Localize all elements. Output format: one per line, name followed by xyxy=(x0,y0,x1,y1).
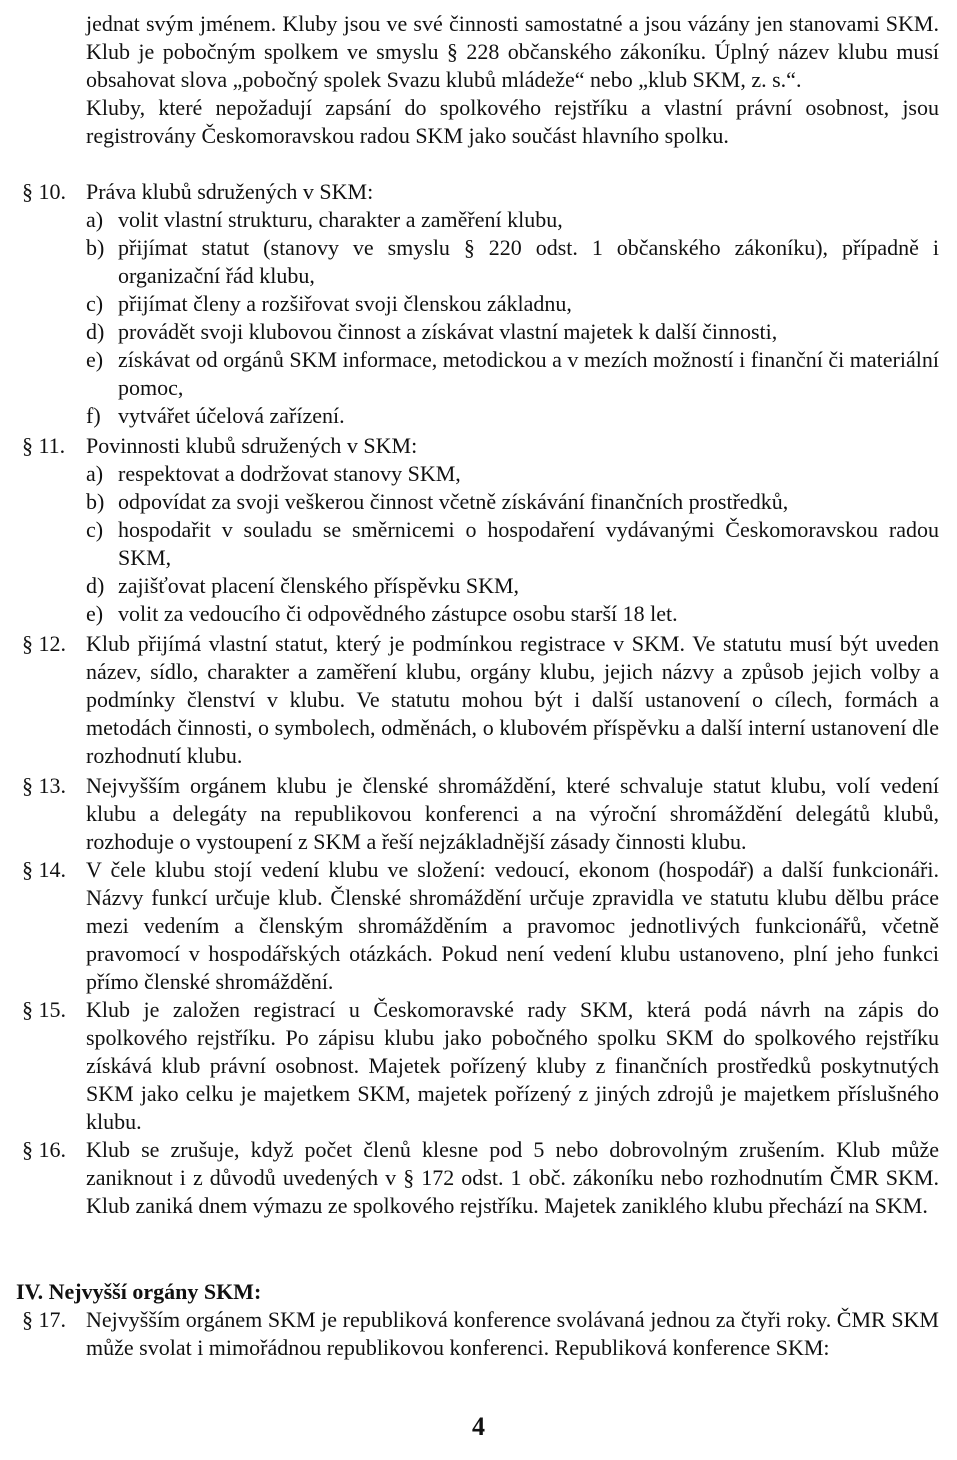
list-item xyxy=(86,572,939,600)
page-number: 4 xyxy=(472,1412,485,1441)
list-item xyxy=(86,460,939,488)
intro-paragraph-1: jednat svým jménem. Kluby jsou ve své činnosti samostatné a jsou vázány jen stanovami SKM. Klub je pobočným spolkem ve smyslu § 228 občanského zákoníku. Úplný název klubu musí obsahovat slova „pobočný spolek Svazu klubů mládeže“ nebo „klub SKM, z. s.“. xyxy=(86,11,939,92)
section-11-title: Povinnosti klubů sdružených v SKM: xyxy=(86,433,418,458)
list-item-label: b) xyxy=(86,235,105,260)
list-item-text: volit vlastní strukturu, charakter a zaměření klubu, xyxy=(118,207,563,232)
list-item-label: e) xyxy=(86,601,104,626)
section-10-title: Práva klubů sdružených v SKM: xyxy=(86,179,374,204)
section-12-text: Klub přijímá vlastní statut, který je podmínkou registrace v SKM. Ve statutu musí být uveden název, sídlo, charakter a zaměření klubu, orgány klubu, jejich názvy a způsob jejich volby a podmínky členství v klubu. Ve statutu mohou být i další ustanovení o cílech, formách a metodách činnosti, o symbolech, odměnách, o klubovém příspěvku a další interní ustanovení dle rozhodnutí klubu. xyxy=(86,631,939,768)
list-item-label: d) xyxy=(86,573,105,598)
list-item xyxy=(86,346,939,402)
list-item-label: b) xyxy=(86,489,105,514)
section-13-text: Nejvyšším orgánem klubu je členské shromáždění, které schvaluje statut klubu, volí vedení klubu a delegáty na republikovou konferenci a na výroční shromáždění delegátů klubů, rozhoduje o vystoupení z SKM a řeší nejzákladnější zásady činnosti klubu. xyxy=(86,773,939,854)
section-14-text: V čele klubu stojí vedení klubu ve složení: vedoucí, ekonom (hospodář) a další funkcionáři. Názvy funkcí určuje klub. Členské shromáždění určuje zpravidla ve statutu klubu dělbu práce mezi vedením a členským shromážděním a pravomoc jednotlivých funkcionářů, včetně pravomocí v hospodářských otázkách. Pokud není vedení klubu ustanoveno, plní jeho funkci přímo členské shromáždění. xyxy=(86,857,939,994)
section-16-number: § 16. xyxy=(22,1137,66,1162)
intro-block xyxy=(86,10,939,150)
list-item-text: vytvářet účelová zařízení. xyxy=(118,403,345,428)
section-17-number: § 17. xyxy=(22,1307,66,1332)
list-item xyxy=(86,600,939,628)
section-14-number: § 14. xyxy=(22,857,66,882)
section-15-text: Klub je založen registrací u Českomoravské rady SKM, která podá návrh na zápis do spolkového rejstříku. Po zápisu klubu jako pobočného spolku SKM do spolkového rejstříku získává klub právní osobnost. Majetek pořízený kluby z finančních prostředků poskytnutých SKM jako celku je majetkem SKM, majetek pořízený z jiných zdrojů je majetkem příslušného klubu. xyxy=(86,997,939,1134)
section-13-number: § 13. xyxy=(22,773,66,798)
list-item-text: získávat od orgánů SKM informace, metodickou a v mezích možností i finanční či materiální pomoc, xyxy=(118,347,939,400)
list-item xyxy=(86,488,939,516)
list-item-text: přijímat statut (stanovy ve smyslu § 220 odst. 1 občanského zákoníku), případně i organizační řád klubu, xyxy=(118,235,939,288)
chapter-heading: IV. Nejvyšší orgány SKM: xyxy=(16,1279,262,1304)
list-item xyxy=(86,318,939,346)
section-12-number: § 12. xyxy=(22,631,66,656)
list-item-text: odpovídat za svoji veškerou činnost včetně získávání finančních prostředků, xyxy=(118,489,789,514)
list-item xyxy=(86,516,939,572)
list-item-text: respektovat a dodržovat stanovy SKM, xyxy=(118,461,461,486)
list-item xyxy=(86,290,939,318)
section-11-number: § 11. xyxy=(22,433,66,458)
section-15-number: § 15. xyxy=(22,997,66,1022)
list-item-label: e) xyxy=(86,347,104,372)
section-17-text: Nejvyšším orgánem SKM je republiková konference svolávaná jednou za čtyři roky. ČMR SKM může svolat i mimořádnou republikovou konferenci. Republiková konference SKM: xyxy=(86,1307,939,1360)
list-item-label: c) xyxy=(86,291,104,316)
section-16-text: Klub se zrušuje, když počet členů klesne pod 5 nebo dobrovolným zrušením. Klub může zaniknout i z důvodů uvedených v § 172 odst. 1 obč. zákoníku nebo rozhodnutím ČMR SKM. Klub zaniká dnem výmazu ze spolkového rejstříku. Majetek zaniklého klubu přechází na SKM. xyxy=(86,1137,939,1218)
list-item-label: a) xyxy=(86,207,104,232)
list-item xyxy=(86,234,939,290)
list-item-text: hospodařit v souladu se směrnicemi o hospodaření vydávanými Českomoravskou radou SKM, xyxy=(118,517,939,570)
list-item-text: volit za vedoucího či odpovědného zástupce osobu starší 18 let. xyxy=(118,601,678,626)
list-item-label: f) xyxy=(86,403,101,428)
list-item-text: provádět svoji klubovou činnost a získávat vlastní majetek k další činnosti, xyxy=(118,319,778,344)
list-item-text: zajišťovat placení členského příspěvku SKM, xyxy=(118,573,520,598)
list-item-label: c) xyxy=(86,517,104,542)
list-item-label: d) xyxy=(86,319,105,344)
section-10-number: § 10. xyxy=(22,179,66,204)
list-item-text: přijímat členy a rozšiřovat svoji členskou základnu, xyxy=(118,291,572,316)
list-item xyxy=(86,206,939,234)
list-item xyxy=(86,402,939,430)
intro-paragraph-2: Kluby, které nepožadují zapsání do spolkového rejstříku a vlastní právní osobnost, jsou registrovány Českomoravskou radou SKM jako součást hlavního spolku. xyxy=(86,95,939,148)
list-item-label: a) xyxy=(86,461,104,486)
